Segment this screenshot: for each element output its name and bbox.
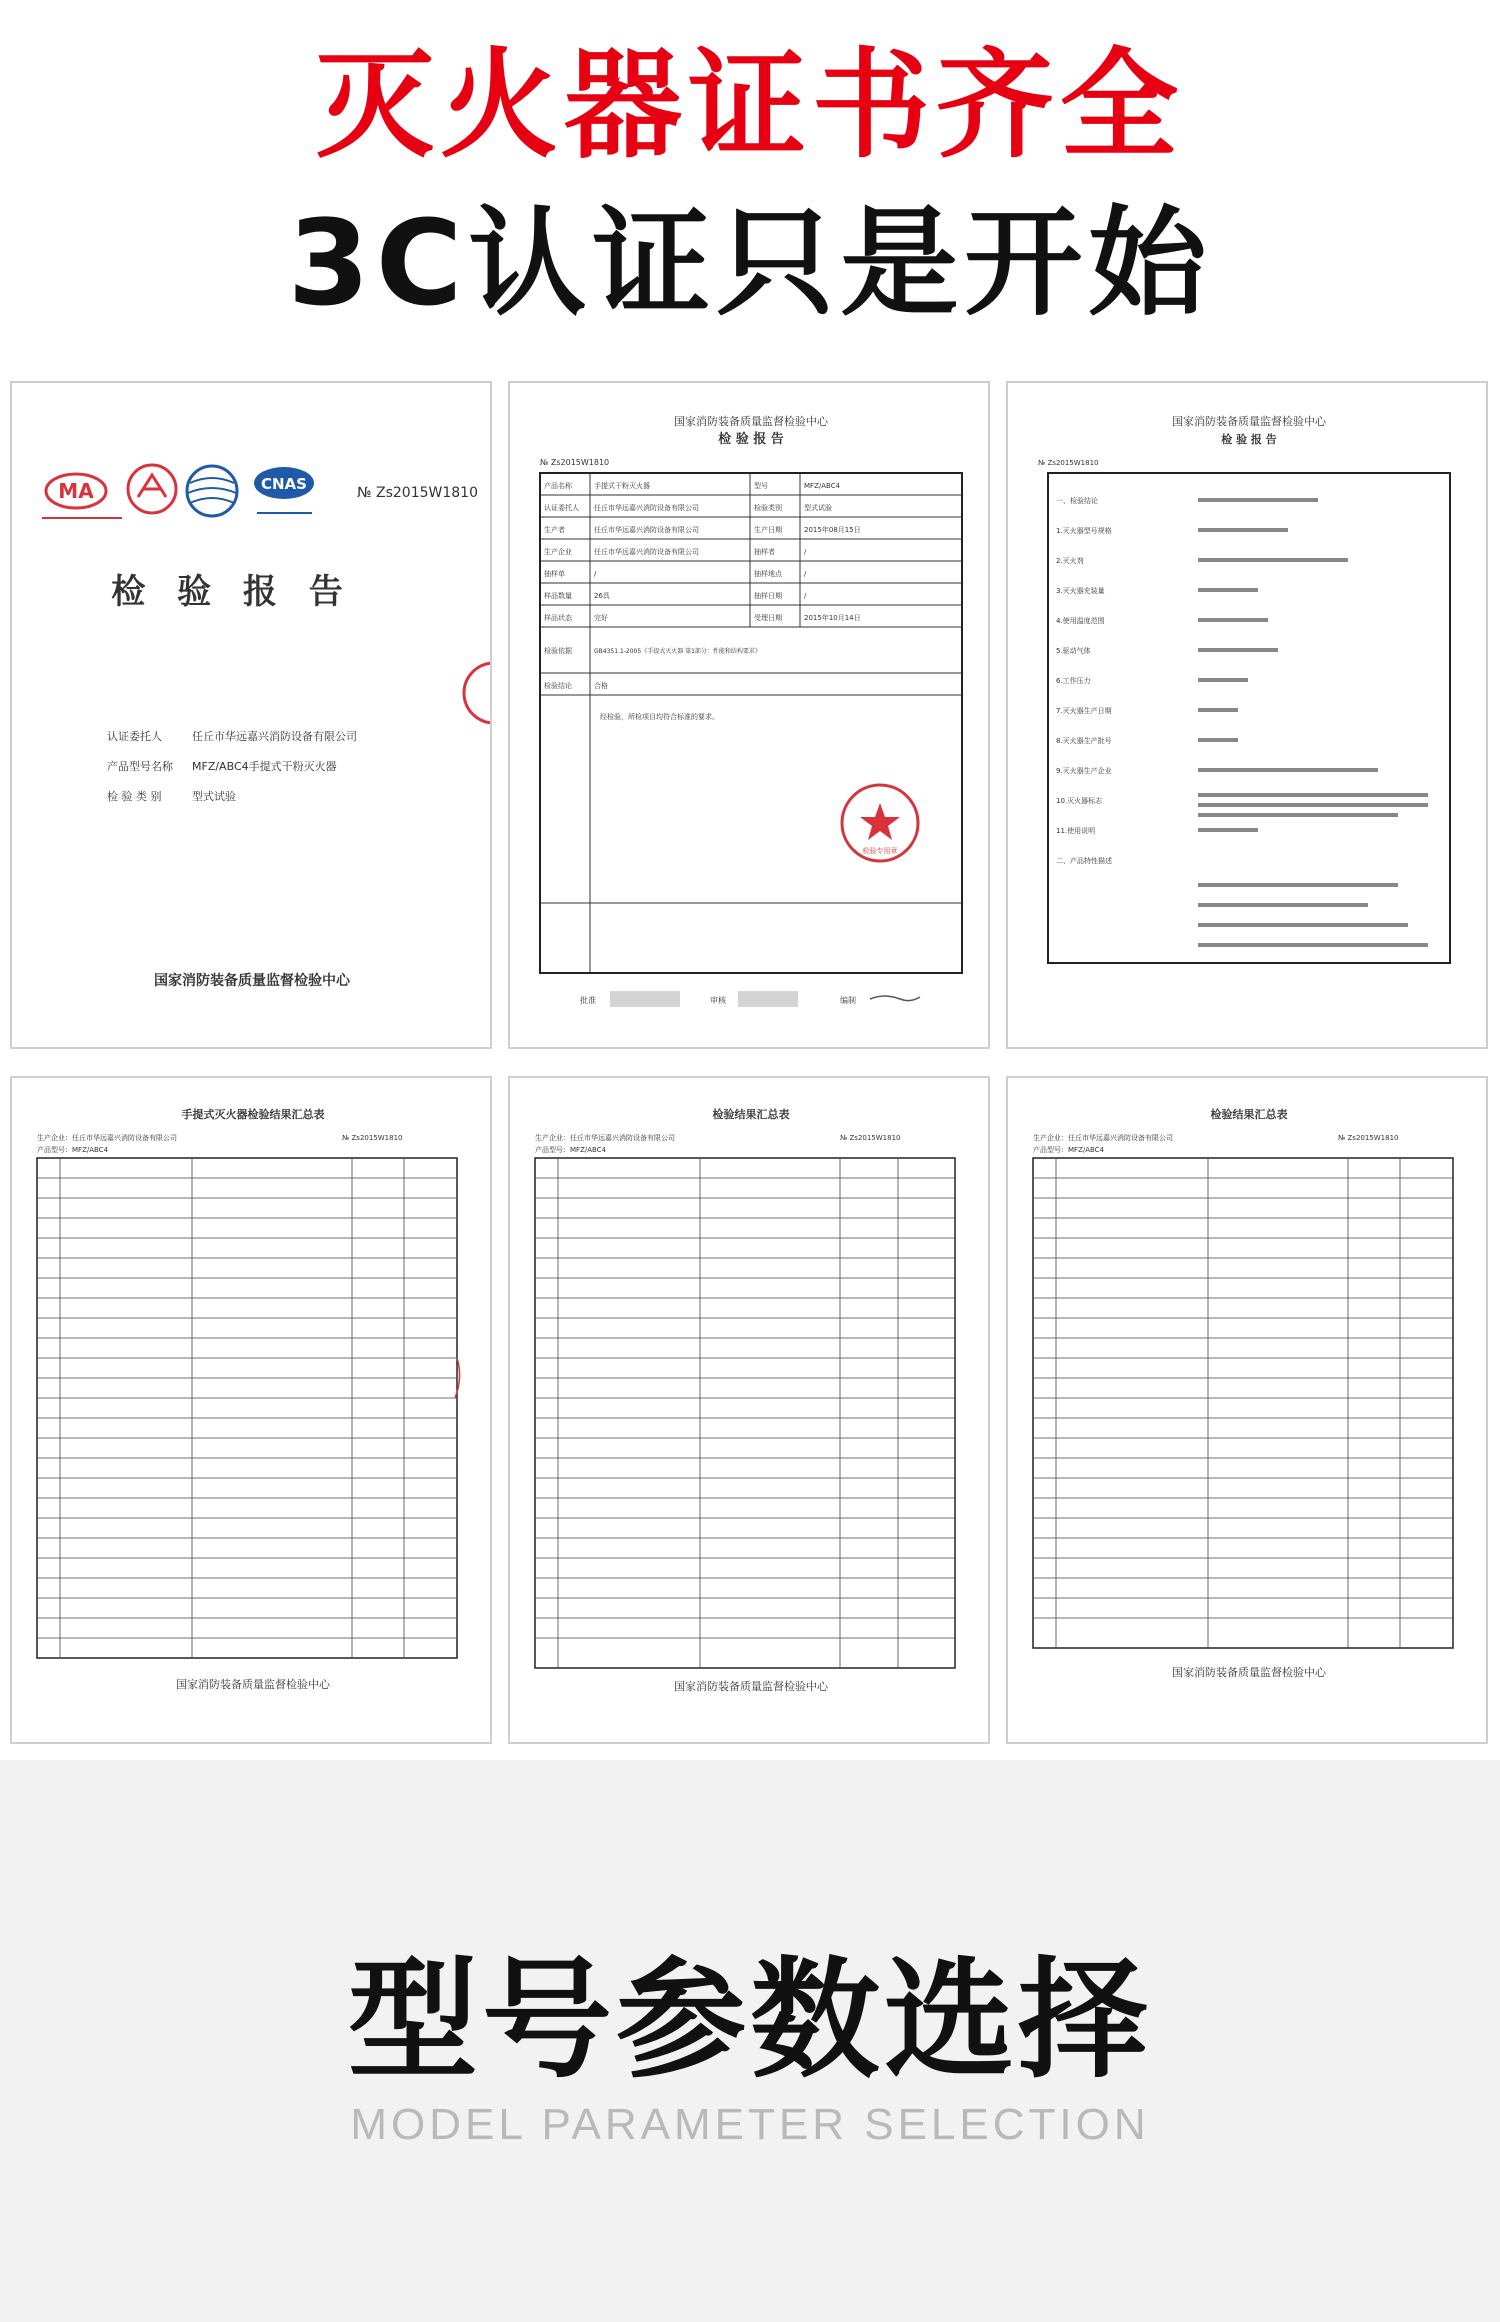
- report-val-2: 任丘市华远嘉兴消防设备有限公司: [594, 526, 699, 534]
- report-result-label: 检验结论: [544, 682, 572, 690]
- results-sheet-card-1: [10, 1076, 492, 1744]
- summary-row-4: 4.使用温度范围: [1056, 617, 1105, 625]
- cover-footer: 国家消防装备质量监督检验中心: [154, 973, 350, 989]
- sheet2-title: 检验结果汇总表: [712, 1108, 790, 1121]
- report-key2-4: 抽样地点: [754, 570, 782, 578]
- summary-row-5: 5.驱动气体: [1056, 647, 1091, 655]
- results-sheet-card-3: [1006, 1076, 1488, 1744]
- summary-row-12: 二、产品特性描述: [1056, 857, 1112, 865]
- cover-label-client: 认证委托人: [107, 730, 162, 743]
- report-key-0: 产品名称: [544, 482, 572, 490]
- cover-cert-number: № Zs2015W1810: [357, 485, 478, 501]
- summary-row-0: 一、检验结论: [1056, 497, 1098, 505]
- summary-row-8: 8.灭火器生产批号: [1056, 737, 1112, 745]
- summary-row-7: 7.灭火器生产日期: [1056, 707, 1112, 715]
- blurred-signature: [738, 991, 798, 1007]
- certificate-cover-card: [10, 381, 492, 1049]
- report-val-3: 任丘市华远嘉兴消防设备有限公司: [594, 548, 699, 556]
- cover-label-type: 检 验 类 别: [107, 790, 162, 803]
- signature-icon: [870, 996, 920, 1001]
- ilac-logo-icon: [187, 466, 237, 516]
- report-basis: GB4351.1-2005《手提式灭火器 第1部分：性能和结构要求》: [594, 648, 761, 655]
- cnas-logo-icon: [254, 467, 314, 499]
- cnas-logo-text: CNAS: [261, 475, 307, 493]
- sheet3-model: 产品型号：MFZ/ABC4: [1033, 1146, 1105, 1154]
- report-key2-3: 抽样者: [754, 548, 775, 556]
- report-val-4: /: [594, 570, 597, 578]
- report-key-2: 生产者: [544, 526, 565, 534]
- seal-label: 检验专用章: [862, 847, 898, 855]
- report-val2-3: /: [804, 548, 807, 556]
- report-val-6: 完好: [594, 614, 608, 622]
- report-key-1: 认证委托人: [544, 504, 579, 512]
- summary-row-2: 2.灭火剂: [1056, 557, 1084, 565]
- cal-logo-icon: [128, 465, 176, 513]
- report-val2-1: 型式试验: [804, 504, 832, 512]
- summary-row-10: 10.灭火器标志: [1056, 797, 1103, 805]
- report-val-5: 26具: [594, 592, 610, 600]
- report-val2-0: MFZ/ABC4: [804, 482, 841, 490]
- report-key2-2: 生产日期: [754, 526, 782, 534]
- summary-row-9: 9.灭火器生产企业: [1056, 767, 1112, 775]
- sheet1-footer: 国家消防装备质量监督检验中心: [176, 1678, 330, 1691]
- report-val2-4: /: [804, 570, 807, 578]
- cover-value-client: 任丘市华远嘉兴消防设备有限公司: [192, 730, 357, 743]
- report-result: 合格: [594, 682, 608, 690]
- report-conclusion: 经检验，所检项目均符合标准的要求。: [600, 713, 719, 721]
- report-val2-2: 2015年08月15日: [804, 526, 861, 534]
- report-detail-card: [1006, 381, 1488, 1049]
- sheet1-producer: 生产企业：任丘市华远嘉兴消防设备有限公司: [37, 1134, 177, 1142]
- report-val-1: 任丘市华远嘉兴消防设备有限公司: [594, 504, 699, 512]
- cma-logo-text: MA: [58, 479, 94, 503]
- sheet3-number: № Zs2015W1810: [1338, 1134, 1399, 1142]
- report-key-3: 生产企业: [544, 548, 572, 556]
- summary-row-1: 1.灭火器型号规格: [1056, 527, 1112, 535]
- results-sheet-card-2: [508, 1076, 990, 1744]
- inspection-seal-icon: [842, 785, 918, 861]
- report-basis-label: 检验依据: [544, 647, 572, 655]
- report-key-5: 样品数量: [544, 592, 572, 600]
- sheet1-model: 产品型号：MFZ/ABC4: [37, 1146, 109, 1154]
- sheet2-number: № Zs2015W1810: [840, 1134, 901, 1142]
- summary-number: № Zs2015W1810: [1038, 459, 1099, 467]
- report-key2-1: 检验类别: [754, 504, 782, 512]
- sheet2-producer: 生产企业：任丘市华远嘉兴消防设备有限公司: [535, 1134, 675, 1142]
- sheet3-producer: 生产企业：任丘市华远嘉兴消防设备有限公司: [1033, 1134, 1173, 1142]
- summary-row-3: 3.灭火器充装量: [1056, 587, 1105, 595]
- report-key2-0: 型号: [754, 482, 768, 490]
- headline-title: 灭火器证书齐全: [315, 36, 1184, 174]
- blurred-signature: [610, 991, 680, 1007]
- report-key-6: 样品状态: [544, 614, 572, 622]
- half-seal-icon: [464, 663, 492, 723]
- report-val2-6: 2015年10月14日: [804, 614, 861, 622]
- sign-label-edit: 编制: [840, 996, 856, 1005]
- sign-label-review: 审核: [710, 996, 726, 1005]
- report-val2-5: /: [804, 592, 807, 600]
- cover-value-type: 型式试验: [192, 790, 236, 803]
- report-center: 国家消防装备质量监督检验中心: [674, 415, 828, 428]
- cover-label-model: 产品型号名称: [107, 760, 173, 773]
- report-key-4: 抽样单: [544, 570, 565, 578]
- cover-title: 检 验 报 告: [111, 572, 353, 612]
- report-number: № Zs2015W1810: [540, 458, 610, 467]
- headline-subtitle: 3C认证只是开始: [287, 194, 1213, 332]
- sheet1-number: № Zs2015W1810: [342, 1134, 403, 1142]
- report-val-0: 手提式干粉灭火器: [594, 482, 650, 490]
- sheet3-title: 检验结果汇总表: [1210, 1108, 1288, 1121]
- inspection-report-card: [508, 381, 990, 1049]
- sheet3-footer: 国家消防装备质量监督检验中心: [1172, 1666, 1326, 1679]
- section-title: 型号参数选择: [347, 1944, 1152, 2096]
- summary-title: 检 验 报 告: [1221, 433, 1277, 446]
- report-key2-5: 抽样日期: [754, 592, 782, 600]
- sheet1-title: 手提式灭火器检验结果汇总表: [181, 1108, 325, 1121]
- cover-value-model: MFZ/ABC4手提式干粉灭火器: [192, 760, 337, 773]
- summary-row-11: 11.使用说明: [1056, 827, 1096, 835]
- summary-center: 国家消防装备质量监督检验中心: [1172, 415, 1326, 428]
- summary-row-6: 6.工作压力: [1056, 677, 1091, 685]
- cma-logo-icon: [46, 474, 106, 508]
- sheet2-footer: 国家消防装备质量监督检验中心: [674, 1680, 828, 1693]
- sheet2-model: 产品型号：MFZ/ABC4: [535, 1146, 607, 1154]
- report-key2-6: 受理日期: [754, 614, 782, 622]
- sign-label-approve: 批准: [580, 996, 596, 1005]
- report-title: 检 验 报 告: [718, 432, 784, 447]
- section-subtitle: MODEL PARAMETER SELECTION: [350, 2100, 1150, 2149]
